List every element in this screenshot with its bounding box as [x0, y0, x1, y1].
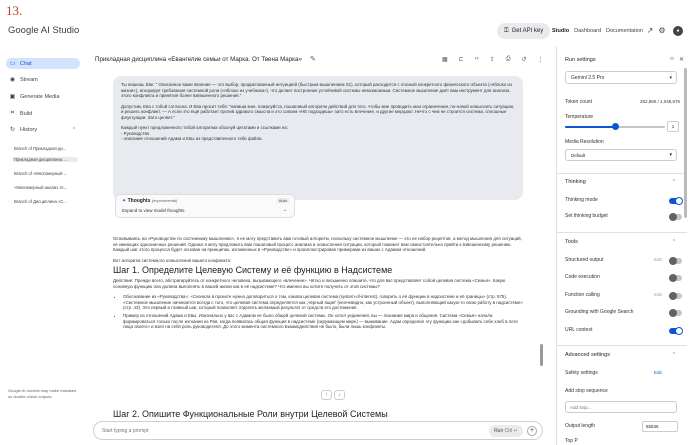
- chevron-down-icon[interactable]: ⌄: [282, 207, 287, 213]
- safety-settings-label: Safety settings: [565, 370, 598, 376]
- safety-settings-edit[interactable]: Edit: [654, 370, 662, 375]
- model-name: Gemini 2.5 Pro: [571, 75, 605, 81]
- chat-icon: ▭: [9, 61, 16, 67]
- user-message-paragraph: Ты пишешь Еве: " Описанное вами явление — это выбор, продиктованный интуицией (быстрым мышлением S1), который расходится с логикой конкретного физического объекта («яблоко из жизни»), игнорируя требования системной роли («яблоко из учебника»), что делает построение устойчивой системы невозможным. Системное мышление даёт вам инструмент для анализа этого конфликта и принятия более взвешенного решения.": [121, 82, 512, 98]
- reset-icon[interactable]: ↺: [521, 57, 527, 63]
- sidebar-item-build[interactable]: [6, 108, 80, 119]
- user-message-paragraph: Каждый пункт предложенного тобой алгоритма обоснуй цитатами и ссылками на: - Руководство - описание отношений Адама и Евы из представленного тебе файла.: [121, 125, 288, 141]
- code-icon[interactable]: ‹›: [669, 56, 674, 62]
- thoughts-panel[interactable]: [115, 194, 295, 218]
- temperature-label: Temperature: [565, 114, 594, 120]
- chevron-up-icon[interactable]: ⌃: [671, 352, 676, 358]
- temperature-slider-knob[interactable]: [612, 123, 619, 130]
- prompt-input[interactable]: [102, 426, 402, 436]
- more-options-icon[interactable]: ⋮: [537, 57, 544, 63]
- run-settings-panel: [556, 46, 690, 445]
- divider: [557, 345, 687, 346]
- temperature-slider[interactable]: [565, 126, 665, 128]
- corner-label: 13.: [6, 3, 23, 18]
- sidebar-item-label: Generate Media: [20, 93, 60, 100]
- token-count-label: Token count: [565, 99, 592, 105]
- user-message-paragraph: Допустим, Ева с тобой согласна. И Ева просит тебя: "напиши мне, пожалуйста, пошаговый алгоритм действий для того, чтобы мне проводить мои ограничения, по-новой осмыслить ситуацию, и решить конфликт. — А если это ещё работает против здравого смысла и это совсем «НЕ подходишь» зато есть влечение, и другие мерцают. Нечто с чем не строится система, сплошные флуктуации. Зато целяет.": [121, 103, 515, 120]
- thoughts-expand-text: Expand to view model thoughts: [122, 208, 185, 213]
- advanced-section-title: Advanced settings: [565, 352, 610, 358]
- scroll-up-icon[interactable]: ↑: [321, 390, 332, 400]
- chat-title: Прикладная дисциплина «Евангелие семьи от Марка. От Твена Марка»: [95, 56, 302, 63]
- chat-toolbar: [442, 56, 544, 63]
- prompt-box: [93, 421, 543, 440]
- structured-output-toggle[interactable]: [669, 258, 682, 264]
- thoughts-auto-badge: Auto: [278, 198, 287, 203]
- nav-studio[interactable]: Studio: [552, 28, 570, 34]
- chat-area: [85, 46, 553, 445]
- reply-paragraph: Основываясь на «Руководстве по системному мышлению», я не могу представить вам готовый алгоритм, поскольку системное мышление — это не набор рецептов, а метод мышления для ситуаций, не имеющих однозначных решений. Однако я могу предложить вам пошаговый процесс анализа и осмысления ситуации, который поможет вам самостоятельно прийти к взвешенному решению. Каждый шаг этого процесса будет основан на принципах, изложенных в «Руководстве» и проиллюстрирован примерами из ваших с Адамом отношений.: [113, 236, 522, 253]
- toggle-knob: [669, 213, 677, 221]
- thoughts-tag: (experimental): [151, 198, 178, 203]
- structured-output-edit[interactable]: Edit: [654, 257, 662, 262]
- nav-documentation[interactable]: Documentation: [606, 28, 644, 34]
- reply-list: [113, 294, 523, 330]
- toggle-knob: [669, 292, 677, 300]
- grounding-search-toggle[interactable]: [669, 310, 682, 316]
- add-media-icon[interactable]: +: [527, 426, 537, 436]
- chevron-up-icon[interactable]: ⌃: [671, 239, 676, 245]
- disclaimer-text: Google AI models may make mistakes, so double-check outputs.: [8, 388, 78, 399]
- media-icon: ▣: [9, 94, 16, 100]
- toggle-knob: [669, 274, 677, 282]
- edit-title-icon[interactable]: ✎: [310, 56, 316, 63]
- history-item[interactable]: Branch of Дисциплина «С...: [14, 199, 67, 204]
- external-link-icon[interactable]: ↗: [646, 26, 654, 35]
- temperature-input[interactable]: 1: [667, 121, 679, 132]
- function-calling-edit[interactable]: Edit: [654, 292, 662, 297]
- history-item[interactable]: Branch of «Многомерный ...: [14, 171, 68, 176]
- token-count-value: 262,850 / 1,048,576: [640, 99, 681, 104]
- sidebar-item-history[interactable]: [6, 124, 80, 135]
- divider: [557, 173, 687, 174]
- thoughts-title: [122, 198, 177, 204]
- tool-label: Code execution: [565, 274, 600, 280]
- reply-paragraph: Действие: Прежде всего, абстрагируйтесь от конкретного человека, вызывающего «влечение». Чётко и письменно опишите, что для вас представляет собой целевая система «Семья». Какую основную функцию она должна выполнять в вашей жизни как в её надсистеме? Что именно вы хотите получить от этой системы?: [113, 277, 506, 289]
- stop-sequence-label: Add stop sequence: [565, 388, 608, 394]
- run-button[interactable]: [489, 425, 523, 437]
- divider: [557, 232, 687, 233]
- share-icon[interactable]: ⇪: [489, 57, 495, 63]
- tool-label: Function calling: [565, 292, 600, 298]
- output-length-label: Output length: [565, 423, 596, 429]
- function-calling-toggle[interactable]: [669, 293, 682, 299]
- chat-scrollbar[interactable]: [540, 344, 543, 366]
- history-item[interactable]: Прикладная дисциплина ...: [12, 157, 78, 162]
- scroll-down-icon[interactable]: ↓: [334, 390, 345, 400]
- thinking-section-title: Thinking: [565, 179, 586, 185]
- tool-label: Structured output: [565, 257, 604, 263]
- thinking-mode-toggle[interactable]: [669, 198, 682, 204]
- sidebar: [0, 52, 84, 445]
- run-shortcut: Ctrl ↵: [504, 428, 518, 434]
- toggle-knob: [675, 197, 683, 205]
- history-item[interactable]: Branch of Прикладная ди...: [14, 146, 67, 151]
- media-resolution-value: Default: [571, 153, 586, 158]
- chevron-up-icon: ⌃: [71, 126, 76, 133]
- list-item: • Пример из отношений Адама и Евы: Изначально у вас с Адамом не было общей целевой системы. Он хотел уединения, вы — познания мира и общения. Система «Семья» начала формироваться только после изгнания из Рая, когда появилась общая функция в надсистеме (окружающем мире) — выживание. Адам определил эту функцию как «добывать себе хлеб в поте лица своего» и взял на себя роль руководителя. До этого момента системного взаимодействия не было, были лишь конфликты.: [123, 313, 523, 330]
- thoughts-label: Thoughts: [127, 198, 151, 204]
- sidebar-item-label: Build: [20, 110, 33, 117]
- reply-paragraph: Вот алгоритм системного осмысления вашего конфликта:: [113, 257, 232, 263]
- token-icon[interactable]: ▦: [442, 57, 448, 63]
- tools-section-title: Tools: [565, 239, 578, 245]
- compare-icon[interactable]: ⊏: [458, 57, 464, 63]
- top-bar: [0, 20, 690, 44]
- temperature-slider-fill: [565, 126, 615, 128]
- chevron-up-icon[interactable]: ⌃: [671, 179, 676, 185]
- history-icon: ↻: [9, 127, 16, 133]
- sparkle-icon: ✦: [122, 198, 127, 204]
- run-label: Run: [494, 428, 504, 434]
- sidebar-item-label: Chat: [20, 60, 32, 67]
- code-execution-toggle[interactable]: [669, 275, 682, 281]
- panel-scrollbar[interactable]: [684, 68, 687, 218]
- chevron-down-icon: ▾: [669, 75, 672, 81]
- save-icon[interactable]: ⎙: [505, 56, 511, 62]
- toggle-knob: [669, 257, 677, 265]
- key-icon: ⚿: [504, 27, 509, 34]
- build-icon: ⌗: [10, 110, 15, 116]
- media-resolution-label: Media Resolution: [565, 139, 604, 145]
- user-message: [113, 76, 523, 200]
- get-api-key-button[interactable]: [497, 23, 550, 39]
- settings-gear-icon[interactable]: ⚙: [658, 26, 666, 35]
- media-resolution-select[interactable]: [565, 149, 677, 161]
- reply-heading: Шаг 2. Опишите Функциональные Роли внутри Целевой Системы: [113, 409, 388, 419]
- tool-label: URL context: [565, 327, 593, 333]
- sidebar-item-stream[interactable]: [6, 74, 80, 85]
- thinking-budget-label: Set thinking budget: [565, 213, 608, 219]
- list-item: • Обоснование из «Руководства»: «Сначала в проекте нужно договориться о том, какова целевая система (system-of-interest), говорить о её функции в надсистеме и её границы» (стр. 575). «Системное мышление начинается всегда с того, что целевая система определяется как „чёрный ящик“ (неочевидно, как устроенный объект), выполняющий какую-то свою работу в надсистеме» (стр. 43). Это первый и главный шаг, который позволяет отделить желаемый результат от средств его достижения.: [123, 294, 523, 311]
- panel-icons: [670, 56, 684, 63]
- thinking-mode-label: Thinking mode: [565, 197, 598, 203]
- history-item[interactable]: «Многомерный анализ те...: [14, 185, 68, 190]
- code-icon[interactable]: ‹›: [474, 56, 479, 62]
- top-nav: [552, 28, 643, 34]
- thinking-budget-toggle[interactable]: [669, 214, 682, 220]
- scroll-buttons: [321, 390, 345, 400]
- chevron-down-icon: ▾: [669, 152, 672, 158]
- sidebar-item-chat[interactable]: [6, 58, 80, 69]
- sidebar-item-label: History: [20, 126, 38, 133]
- stream-icon: ◉: [9, 77, 16, 83]
- output-length-input[interactable]: 65536: [642, 421, 678, 432]
- sidebar-item-label: Stream: [20, 76, 38, 83]
- url-context-toggle[interactable]: [669, 328, 682, 334]
- close-icon[interactable]: ✕: [678, 57, 684, 63]
- model-reply: [113, 236, 523, 332]
- toggle-knob: [675, 327, 683, 335]
- run-settings-title: Run settings: [565, 57, 596, 63]
- app-logo[interactable]: Google AI Studio: [8, 25, 80, 36]
- stop-sequence-input[interactable]: Add stop...: [565, 401, 677, 413]
- model-selector[interactable]: [565, 71, 677, 84]
- get-api-key-label: Get API key: [511, 28, 544, 34]
- reply-heading: Шаг 1. Определите Целевую Систему и её функцию в Надсистеме: [113, 265, 393, 276]
- toggle-knob: [669, 309, 677, 317]
- tool-label: Grounding with Google Search: [565, 309, 634, 315]
- avatar[interactable]: ●: [673, 26, 683, 36]
- top-p-label: Top P: [565, 438, 578, 444]
- sidebar-item-generate-media[interactable]: [6, 91, 80, 102]
- nav-dashboard[interactable]: Dashboard: [574, 28, 602, 34]
